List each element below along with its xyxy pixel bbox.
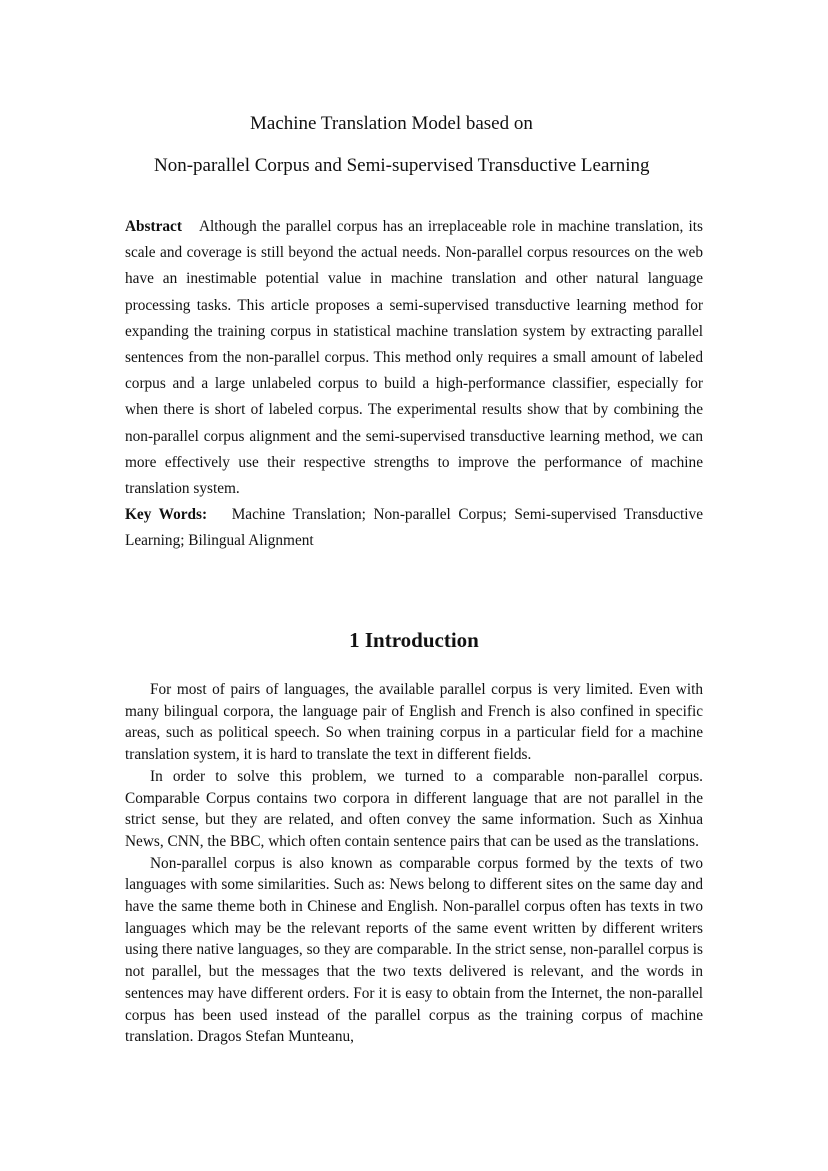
keywords-label: Key Words: — [125, 506, 208, 524]
abstract-text: Although the parallel corpus has an irreplaceable role in machine translation, its scale and coverage is still beyond the actual needs. Non-parallel corpus resources on the web have an inestimable potential value in machine translation and other natural language processing tasks. This article proposes a semi-supervised transductive learning method for expanding the training corpus in statistical machine translation system by extracting parallel sentences from the non-parallel corpus. This method only requires a small amount of labeled corpus and a large unlabeled corpus to build a high-performance classifier, especially for when there is short of labeled corpus. The experimental results show that by combining the non-parallel corpus alignment and the semi-supervised transductive learning method, we can more effectively use their respective strengths to improve the performance of machine translation system. — [125, 218, 703, 498]
intro-paragraph-1: For most of pairs of languages, the available parallel corpus is very limited. Even with many bilingual corpora, the language pair of English and French is also confined in specific areas, such as political speech. So when training corpus in a particular field for a machine translation system, it is hard to translate the text in different fields. — [125, 681, 703, 764]
abstract-block — [125, 214, 703, 555]
introduction-body — [125, 679, 703, 1048]
keywords-text: Machine Translation; Non-parallel Corpus; Semi-supervised Transductive Learning; Bilingual Alignment — [125, 506, 703, 550]
intro-paragraph-3: Non-parallel corpus is also known as comparable corpus formed by the texts of two languages with some similarities. Such as: News belong to different sites on the same day and have the same theme both in Chinese and English. Non-parallel corpus often has texts in two languages which may be the relevant reports of the same event written by different writers using there native languages, so they are comparable. In the strict sense, non-parallel corpus is not parallel, but the messages that the two texts delivered is relevant, and the words in sentences may have different orders. For it is easy to obtain from the Internet, the non-parallel corpus has been used instead of the parallel corpus as the training corpus of machine translation. Dragos Stefan Munteanu, — [125, 854, 703, 1046]
intro-paragraph-2: In order to solve this problem, we turned to a comparable non-parallel corpus. Comparable Corpus contains two corpora in different language that are not parallel in the strict sense, but they are related, and often convey the same information. Such as Xinhua News, CNN, the BBC, which often contain sentence pairs that can be used as the translations. — [125, 767, 703, 850]
abstract-label: Abstract — [125, 218, 182, 235]
paper-title-line-1: Machine Translation Model based on — [250, 113, 533, 134]
abstract-paragraph — [125, 214, 703, 502]
section-heading: 1 Introduction — [349, 628, 479, 652]
keywords-paragraph — [125, 502, 703, 554]
paper-title-line-2: Non-parallel Corpus and Semi-supervised Transductive Learning — [154, 155, 650, 176]
